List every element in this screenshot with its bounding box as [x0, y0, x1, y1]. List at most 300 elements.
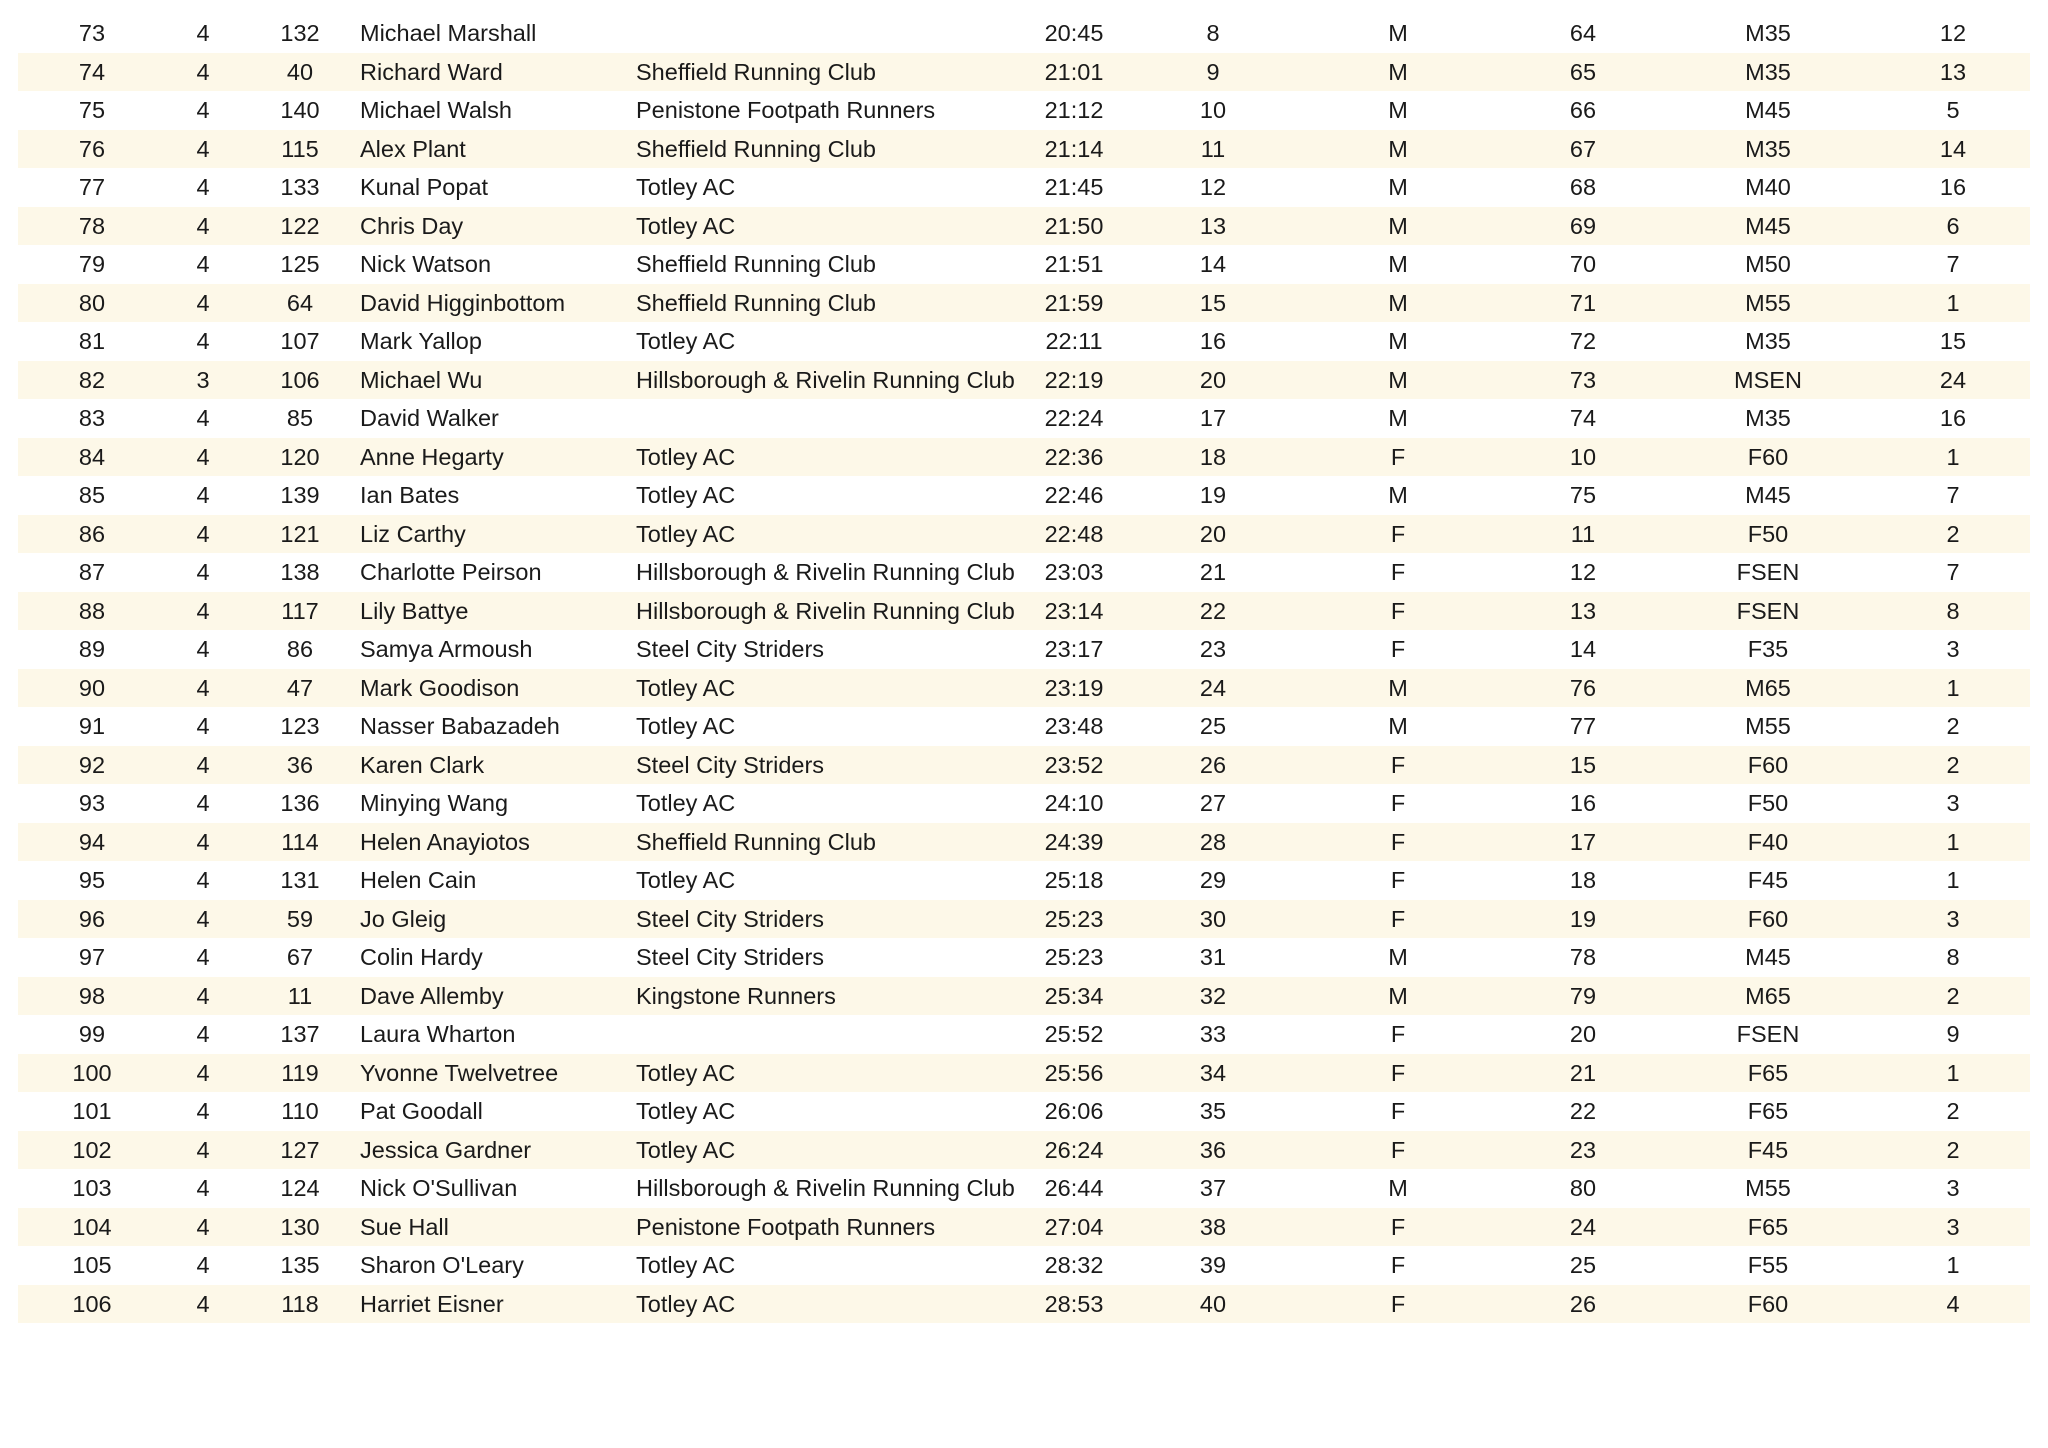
category-cell: F35 — [1747, 636, 1789, 662]
gender-position-cell: 31 — [1199, 944, 1227, 970]
club-cell: Totley AC — [636, 1136, 736, 1163]
sex-cell: F — [1390, 1290, 1406, 1317]
runner-name-cell: Colin Hardy — [360, 944, 483, 970]
position-cell: 93 — [78, 790, 106, 816]
position-cell: 86 — [78, 520, 106, 547]
category-position-cell: 3 — [1946, 1175, 1960, 1201]
bib-cell: 121 — [280, 520, 320, 547]
time-cell: 25:23 — [1044, 905, 1104, 932]
table-row — [18, 438, 2030, 477]
category-position-cell: 6 — [1946, 212, 1960, 239]
table-row — [18, 707, 2030, 746]
category-cell: F55 — [1747, 1252, 1789, 1278]
bib-cell: 107 — [280, 328, 320, 354]
table-row — [18, 746, 2030, 785]
runner-name-cell: Charlotte Peirson — [360, 559, 542, 585]
lap-cell: 4 — [196, 636, 210, 662]
table-row — [18, 1169, 2030, 1208]
position-cell: 85 — [78, 482, 106, 508]
club-cell: Totley AC — [636, 482, 736, 508]
gender-position-cell: 28 — [1199, 828, 1227, 855]
time-cell: 23:19 — [1044, 674, 1104, 701]
table-row — [18, 361, 2030, 400]
time-cell: 23:52 — [1044, 751, 1104, 778]
bib-cell: 11 — [287, 982, 313, 1009]
bib-cell: 130 — [280, 1213, 320, 1240]
runner-name-cell: Minying Wang — [360, 790, 509, 816]
lap-cell: 4 — [196, 174, 210, 200]
category-position-cell: 2 — [1946, 1098, 1960, 1124]
time-cell: 21:50 — [1044, 212, 1104, 239]
sex-position-cell: 72 — [1569, 328, 1597, 354]
gender-position-cell: 37 — [1199, 1175, 1227, 1201]
runner-name-cell: Ian Bates — [360, 482, 460, 508]
time-cell: 23:48 — [1044, 713, 1104, 739]
position-cell: 80 — [78, 289, 106, 316]
bib-cell: 114 — [281, 828, 319, 855]
gender-position-cell: 17 — [1199, 405, 1227, 431]
sex-cell: F — [1390, 1021, 1406, 1047]
category-cell: M50 — [1745, 251, 1791, 277]
lap-cell: 4 — [196, 482, 210, 508]
club-cell: Hillsborough & Rivelin Running Club — [636, 366, 1015, 393]
gender-position-cell: 20 — [1199, 520, 1227, 547]
bib-cell: 124 — [280, 1175, 320, 1201]
bib-cell: 136 — [280, 790, 320, 816]
table-row — [18, 207, 2030, 246]
club-cell: Totley AC — [636, 1098, 736, 1124]
sex-position-cell: 21 — [1569, 1059, 1597, 1086]
bib-cell: 140 — [280, 97, 320, 123]
lap-cell: 4 — [196, 982, 210, 1009]
time-cell: 21:01 — [1044, 58, 1104, 85]
club-cell: Totley AC — [636, 713, 736, 739]
category-cell: FSEN — [1736, 1021, 1800, 1047]
category-position-cell: 7 — [1946, 482, 1960, 508]
lap-cell: 4 — [196, 212, 210, 239]
lap-cell: 4 — [196, 97, 210, 123]
time-cell: 21:51 — [1044, 251, 1104, 277]
gender-position-cell: 10 — [1199, 97, 1227, 123]
club-cell: Kingstone Runners — [636, 982, 836, 1009]
lap-cell: 4 — [196, 405, 210, 431]
time-cell: 25:52 — [1044, 1021, 1104, 1047]
category-position-cell: 1 — [1946, 867, 1960, 893]
time-cell: 21:59 — [1044, 289, 1104, 316]
sex-cell: M — [1388, 982, 1408, 1009]
category-position-cell: 1 — [1946, 674, 1960, 701]
lap-cell: 4 — [196, 1290, 210, 1317]
category-position-cell: 12 — [1939, 20, 1967, 46]
table-row — [18, 1208, 2030, 1247]
bib-cell: 139 — [280, 482, 320, 508]
bib-cell: 123 — [280, 713, 320, 739]
bib-cell: 106 — [280, 366, 320, 393]
position-cell: 91 — [78, 713, 106, 739]
table-row — [18, 900, 2030, 939]
bib-cell: 131 — [280, 867, 320, 893]
bib-cell: 115 — [281, 135, 319, 162]
sex-cell: F — [1390, 1136, 1406, 1163]
runner-name-cell: Sharon O'Leary — [360, 1252, 524, 1278]
club-cell: Totley AC — [636, 1252, 736, 1278]
bib-cell: 59 — [286, 905, 314, 932]
bib-cell: 138 — [280, 559, 320, 585]
category-position-cell: 9 — [1946, 1021, 1960, 1047]
table-row — [18, 1092, 2030, 1131]
club-cell — [636, 1015, 1036, 1054]
bib-cell: 127 — [280, 1136, 320, 1163]
runner-name-cell: Karen Clark — [360, 751, 485, 778]
category-cell: F65 — [1747, 1213, 1789, 1240]
lap-cell: 4 — [196, 828, 210, 855]
position-cell: 74 — [78, 58, 106, 85]
gender-position-cell: 24 — [1199, 674, 1227, 701]
runner-name-cell: David Walker — [360, 405, 499, 431]
table-row — [18, 476, 2030, 515]
position-cell: 97 — [78, 944, 106, 970]
table-row — [18, 784, 2030, 823]
runner-name-cell: Richard Ward — [360, 58, 503, 85]
category-position-cell: 8 — [1946, 944, 1960, 970]
time-cell: 21:45 — [1044, 174, 1104, 200]
time-cell: 24:39 — [1044, 828, 1104, 855]
lap-cell: 4 — [196, 944, 210, 970]
category-cell: M55 — [1745, 1175, 1791, 1201]
lap-cell: 4 — [196, 1175, 210, 1201]
bib-cell: 122 — [280, 212, 320, 239]
position-cell: 77 — [78, 174, 106, 200]
runner-name-cell: Michael Marshall — [360, 20, 537, 46]
club-cell: Totley AC — [636, 790, 736, 816]
sex-cell: F — [1390, 597, 1406, 624]
sex-cell: F — [1390, 828, 1406, 855]
sex-cell: M — [1388, 97, 1408, 123]
runner-name-cell: Jessica Gardner — [360, 1136, 532, 1163]
bib-cell: 125 — [280, 251, 320, 277]
lap-cell: 4 — [196, 289, 210, 316]
sex-cell: F — [1390, 443, 1406, 470]
time-cell: 26:44 — [1044, 1175, 1104, 1201]
gender-position-cell: 32 — [1199, 982, 1227, 1009]
lap-cell: 4 — [196, 443, 210, 470]
lap-cell: 4 — [196, 251, 210, 277]
category-cell: M40 — [1745, 174, 1791, 200]
sex-position-cell: 17 — [1569, 828, 1597, 855]
gender-position-cell: 26 — [1199, 751, 1227, 778]
position-cell: 94 — [78, 828, 106, 855]
lap-cell: 4 — [196, 597, 210, 624]
table-row — [18, 823, 2030, 862]
bib-cell: 117 — [281, 597, 319, 624]
time-cell: 22:46 — [1044, 482, 1104, 508]
sex-cell: F — [1390, 751, 1406, 778]
category-position-cell: 16 — [1939, 405, 1967, 431]
category-position-cell: 15 — [1939, 328, 1967, 354]
position-cell: 89 — [78, 636, 106, 662]
gender-position-cell: 33 — [1199, 1021, 1227, 1047]
gender-position-cell: 12 — [1199, 174, 1227, 200]
club-cell: Steel City Striders — [636, 751, 825, 778]
time-cell: 25:34 — [1044, 982, 1104, 1009]
gender-position-cell: 14 — [1199, 251, 1227, 277]
lap-cell: 4 — [196, 20, 210, 46]
lap-cell: 4 — [196, 1021, 210, 1047]
sex-cell: F — [1390, 1213, 1406, 1240]
lap-cell: 4 — [196, 713, 210, 739]
runner-name-cell: David Higginbottom — [360, 289, 566, 316]
position-cell: 99 — [78, 1021, 106, 1047]
club-cell: Hillsborough & Rivelin Running Club — [636, 1175, 1015, 1201]
runner-name-cell: Chris Day — [360, 212, 464, 239]
club-cell: Penistone Footpath Runners — [636, 97, 936, 123]
sex-cell: F — [1390, 1252, 1406, 1278]
time-cell: 25:56 — [1044, 1059, 1104, 1086]
position-cell: 95 — [78, 867, 106, 893]
gender-position-cell: 19 — [1199, 482, 1227, 508]
runner-name-cell: Liz Carthy — [360, 520, 466, 547]
club-cell: Totley AC — [636, 1059, 736, 1086]
category-position-cell: 4 — [1946, 1290, 1960, 1317]
gender-position-cell: 30 — [1199, 905, 1227, 932]
table-row — [18, 938, 2030, 977]
sex-cell: M — [1388, 366, 1408, 393]
table-row — [18, 130, 2030, 169]
table-row — [18, 14, 2030, 53]
category-position-cell: 1 — [1946, 289, 1960, 316]
sex-cell: M — [1388, 20, 1408, 46]
position-cell: 76 — [78, 135, 106, 162]
sex-position-cell: 70 — [1569, 251, 1597, 277]
gender-position-cell: 34 — [1199, 1059, 1227, 1086]
club-cell: Steel City Striders — [636, 944, 825, 970]
lap-cell: 4 — [196, 905, 210, 932]
sex-position-cell: 71 — [1569, 289, 1597, 316]
sex-position-cell: 19 — [1569, 905, 1597, 932]
sex-position-cell: 68 — [1569, 174, 1597, 200]
category-cell: F60 — [1747, 443, 1789, 470]
sex-position-cell: 18 — [1569, 867, 1597, 893]
sex-cell: M — [1388, 212, 1408, 239]
club-cell: Totley AC — [636, 867, 736, 893]
table-row — [18, 669, 2030, 708]
sex-position-cell: 15 — [1569, 751, 1597, 778]
lap-cell: 4 — [196, 790, 210, 816]
runner-name-cell: Nick O'Sullivan — [360, 1175, 518, 1201]
bib-cell: 118 — [281, 1290, 319, 1317]
category-cell: M55 — [1745, 713, 1791, 739]
sex-position-cell: 25 — [1569, 1252, 1597, 1278]
table-row — [18, 592, 2030, 631]
club-cell: Totley AC — [636, 1290, 736, 1317]
gender-position-cell: 25 — [1199, 713, 1227, 739]
runner-name-cell: Mark Yallop — [360, 328, 482, 354]
time-cell: 24:10 — [1044, 790, 1104, 816]
sex-cell: F — [1390, 1098, 1406, 1124]
runner-name-cell: Anne Hegarty — [360, 443, 504, 470]
time-cell: 23:14 — [1044, 597, 1104, 624]
sex-cell: M — [1388, 328, 1408, 354]
gender-position-cell: 9 — [1206, 58, 1220, 85]
lap-cell: 4 — [196, 58, 210, 85]
runner-name-cell: Helen Cain — [360, 867, 477, 893]
time-cell: 26:06 — [1044, 1098, 1104, 1124]
lap-cell: 4 — [196, 867, 210, 893]
sex-position-cell: 77 — [1569, 713, 1597, 739]
gender-position-cell: 29 — [1199, 867, 1227, 893]
lap-cell: 3 — [196, 366, 210, 393]
sex-cell: M — [1388, 289, 1408, 316]
gender-position-cell: 36 — [1199, 1136, 1227, 1163]
club-cell: Totley AC — [636, 212, 736, 239]
position-cell: 101 — [72, 1098, 112, 1124]
sex-cell: M — [1388, 1175, 1408, 1201]
sex-position-cell: 64 — [1569, 20, 1597, 46]
table-row — [18, 399, 2030, 438]
category-cell: F50 — [1747, 790, 1789, 816]
position-cell: 90 — [78, 674, 106, 701]
sex-position-cell: 22 — [1569, 1098, 1597, 1124]
lap-cell: 4 — [196, 751, 210, 778]
runner-name-cell: Laura Wharton — [360, 1021, 516, 1047]
category-cell: M35 — [1745, 58, 1791, 85]
time-cell: 21:14 — [1044, 135, 1104, 162]
gender-position-cell: 11 — [1200, 135, 1226, 162]
time-cell: 23:17 — [1044, 636, 1104, 662]
table-row — [18, 284, 2030, 323]
sex-position-cell: 24 — [1569, 1213, 1597, 1240]
table-row — [18, 553, 2030, 592]
category-cell: M35 — [1745, 20, 1791, 46]
time-cell: 25:23 — [1044, 944, 1104, 970]
sex-position-cell: 80 — [1569, 1175, 1597, 1201]
club-cell: Penistone Footpath Runners — [636, 1213, 936, 1240]
sex-position-cell: 75 — [1569, 482, 1597, 508]
position-cell: 73 — [78, 20, 106, 46]
club-cell — [636, 14, 1036, 53]
category-position-cell: 2 — [1946, 1136, 1960, 1163]
time-cell: 25:18 — [1044, 867, 1104, 893]
club-cell: Totley AC — [636, 520, 736, 547]
club-cell — [636, 399, 1036, 438]
bib-cell: 36 — [286, 751, 314, 778]
sex-position-cell: 10 — [1569, 443, 1597, 470]
table-row — [18, 1131, 2030, 1170]
gender-position-cell: 20 — [1199, 366, 1227, 393]
time-cell: 26:24 — [1044, 1136, 1104, 1163]
position-cell: 75 — [78, 97, 106, 123]
sex-position-cell: 12 — [1569, 559, 1597, 585]
position-cell: 104 — [72, 1213, 112, 1240]
time-cell: 22:48 — [1044, 520, 1104, 547]
time-cell: 28:32 — [1044, 1252, 1104, 1278]
gender-position-cell: 21 — [1199, 559, 1227, 585]
club-cell: Totley AC — [636, 443, 736, 470]
lap-cell: 4 — [196, 1059, 210, 1086]
lap-cell: 4 — [196, 1098, 210, 1124]
bib-cell: 137 — [280, 1021, 320, 1047]
table-row — [18, 515, 2030, 554]
category-cell: M55 — [1745, 289, 1791, 316]
table-row — [18, 1015, 2030, 1054]
sex-position-cell: 66 — [1569, 97, 1597, 123]
time-cell: 28:53 — [1044, 1290, 1104, 1317]
position-cell: 83 — [78, 405, 106, 431]
sex-cell: M — [1388, 674, 1408, 701]
position-cell: 102 — [72, 1136, 112, 1163]
position-cell: 79 — [78, 251, 106, 277]
sex-cell: F — [1390, 559, 1406, 585]
gender-position-cell: 38 — [1199, 1213, 1227, 1240]
position-cell: 103 — [72, 1175, 112, 1201]
sex-cell: F — [1390, 636, 1406, 662]
sex-position-cell: 16 — [1569, 790, 1597, 816]
time-cell: 27:04 — [1044, 1213, 1104, 1240]
bib-cell: 133 — [280, 174, 320, 200]
time-cell: 23:03 — [1044, 559, 1104, 585]
bib-cell: 119 — [281, 1059, 319, 1086]
gender-position-cell: 16 — [1199, 328, 1227, 354]
category-cell: FSEN — [1736, 559, 1800, 585]
sex-cell: F — [1390, 1059, 1406, 1086]
bib-cell: 47 — [286, 674, 314, 701]
sex-cell: M — [1388, 251, 1408, 277]
position-cell: 88 — [78, 597, 106, 624]
runner-name-cell: Helen Anayiotos — [360, 828, 530, 855]
club-cell: Totley AC — [636, 674, 736, 701]
club-cell: Sheffield Running Club — [636, 251, 876, 277]
runner-name-cell: Michael Walsh — [360, 97, 512, 123]
category-position-cell: 1 — [1946, 1252, 1960, 1278]
category-cell: F40 — [1747, 828, 1789, 855]
position-cell: 87 — [78, 559, 106, 585]
sex-cell: M — [1388, 944, 1408, 970]
sex-position-cell: 79 — [1569, 982, 1597, 1009]
runner-name-cell: Pat Goodall — [360, 1098, 483, 1124]
category-cell: F45 — [1747, 867, 1789, 893]
sex-cell: M — [1388, 482, 1408, 508]
bib-cell: 64 — [286, 289, 314, 316]
club-cell: Hillsborough & Rivelin Running Club — [636, 597, 1015, 624]
gender-position-cell: 15 — [1199, 289, 1227, 316]
runner-name-cell: Sue Hall — [360, 1213, 449, 1240]
category-cell: F65 — [1747, 1098, 1789, 1124]
runner-name-cell: Lily Battye — [360, 597, 469, 624]
sex-cell: M — [1388, 58, 1408, 85]
club-cell: Steel City Striders — [636, 905, 825, 932]
club-cell: Sheffield Running Club — [636, 58, 876, 85]
time-cell: 22:19 — [1044, 366, 1104, 393]
club-cell: Totley AC — [636, 174, 736, 200]
table-row — [18, 861, 2030, 900]
category-cell: M35 — [1745, 405, 1791, 431]
category-position-cell: 1 — [1946, 1059, 1960, 1086]
time-cell: 20:45 — [1044, 20, 1104, 46]
position-cell: 105 — [72, 1252, 112, 1278]
club-cell: Sheffield Running Club — [636, 289, 876, 316]
runner-name-cell: Alex Plant — [360, 135, 466, 162]
table-row — [18, 1285, 2030, 1324]
runner-name-cell: Dave Allemby — [360, 982, 504, 1009]
category-position-cell: 13 — [1939, 58, 1967, 85]
position-cell: 96 — [78, 905, 106, 932]
sex-position-cell: 69 — [1569, 212, 1597, 239]
sex-cell: M — [1388, 713, 1408, 739]
bib-cell: 132 — [280, 20, 320, 46]
sex-position-cell: 74 — [1569, 405, 1597, 431]
category-cell: F60 — [1747, 751, 1789, 778]
sex-cell: F — [1390, 867, 1406, 893]
